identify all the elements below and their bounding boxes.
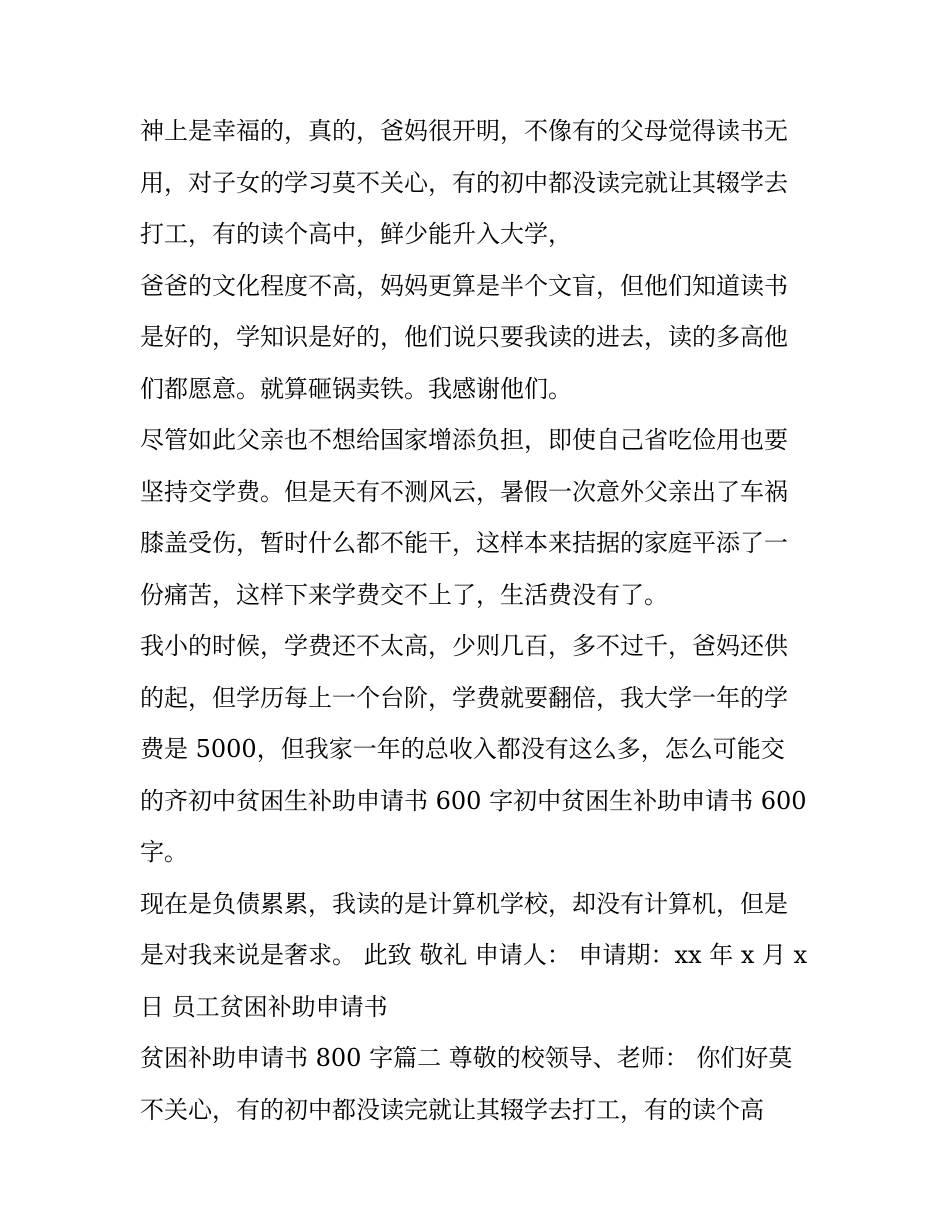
text-line: 用，对子女的学习莫不关心，有的初中都没读完就让其辍学去 [140, 168, 788, 197]
text-line: 日 员工贫困补助申请书 [140, 992, 388, 1021]
text-line: 份痛苦，这样下来学费交不上了，生活费没有了。 [140, 580, 668, 609]
text-line: 字。 [140, 838, 188, 866]
text-line: 膝盖受伤，暂时什么都不能干，这样本来拮据的家庭平添了一 [140, 529, 788, 557]
body-text [140, 106, 820, 1136]
text-line: 不关心，有的初中都没读完就让其辍学去打工，有的读个高 [140, 1095, 764, 1124]
text-line: 尽管如此父亲也不想给国家增添负担，即使自己省吃俭用也要 [140, 426, 788, 454]
text-line: 我小的时候，学费还不太高，少则几百，多不过千，爸妈还供 [140, 632, 788, 660]
text-line: 坚持交学费。但是天有不测风云，暑假一次意外父亲出了车祸 [140, 477, 788, 506]
text-line: 是好的，学知识是好的，他们说只要我读的进去，读的多高他 [140, 323, 788, 351]
text-line: 爸爸的文化程度不高，妈妈更算是半个文盲，但他们知道读书 [140, 271, 788, 300]
text-line: 现在是负债累累，我读的是计算机学校，却没有计算机，但是 [140, 889, 788, 918]
text-line: 贫困补助申请书 800 字篇二 尊敬的校领导、老师： 你们好莫 [140, 1044, 793, 1072]
text-line: 神上是幸福的，真的，爸妈很开明，不像有的父母觉得读书无 [140, 117, 788, 145]
text-line: 是对我来说是奢求。 此致 敬礼 申请人： 申请期：xx 年 x 月 x [140, 941, 808, 969]
text-line: 的齐初中贫困生补助申请书 600 字初中贫困生补助申请书 600 [140, 786, 807, 815]
text-line: 的起，但学历每上一个台阶，学费就要翻倍，我大学一年的学 [140, 683, 788, 712]
text-line: 打工，有的读个高中，鲜少能升入大学， [140, 220, 572, 248]
text-line: 们都愿意。就算砸锅卖铁。我感谢他们。 [140, 374, 572, 403]
text-line: 费是 5000，但我家一年的总收入都没有这么多，怎么可能交 [140, 735, 785, 763]
